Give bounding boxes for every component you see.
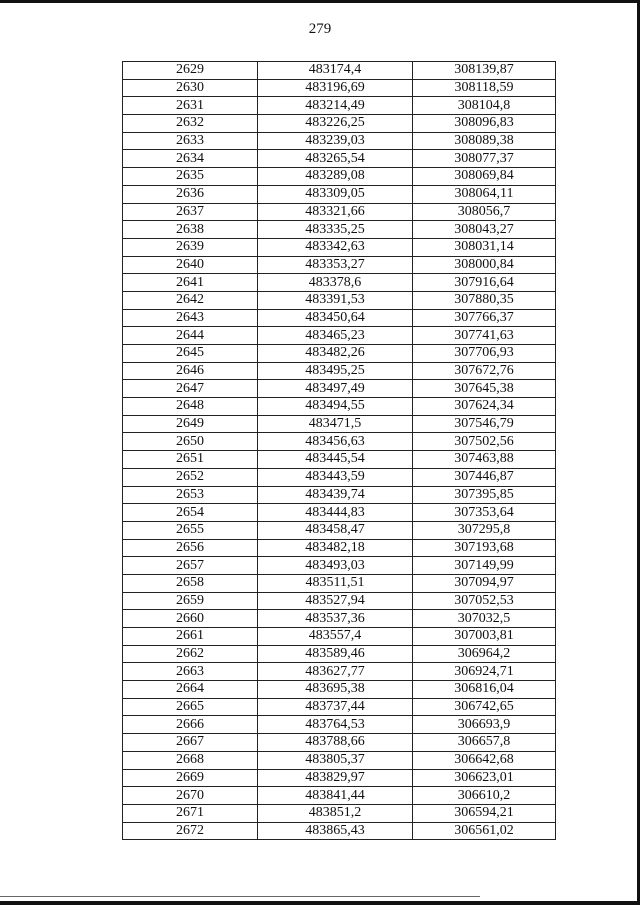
- table-row: [123, 433, 556, 451]
- x-coordinate-cell: 483471,5: [258, 415, 413, 433]
- point-number-cell: 2649: [123, 415, 258, 433]
- table-row: [123, 610, 556, 628]
- point-number-cell: 2644: [123, 327, 258, 345]
- y-coordinate-cell: 307880,35: [413, 291, 556, 309]
- point-number-cell: 2651: [123, 451, 258, 469]
- table-row: [123, 681, 556, 699]
- y-coordinate-cell: 307502,56: [413, 433, 556, 451]
- table-row: [123, 734, 556, 752]
- table-row: [123, 698, 556, 716]
- y-coordinate-cell: 307624,34: [413, 398, 556, 416]
- point-number-cell: 2656: [123, 539, 258, 557]
- table-row: [123, 79, 556, 97]
- y-coordinate-cell: 307916,64: [413, 274, 556, 292]
- table-row: [123, 221, 556, 239]
- x-coordinate-cell: 483764,53: [258, 716, 413, 734]
- x-coordinate-cell: 483865,43: [258, 822, 413, 840]
- table-row: [123, 468, 556, 486]
- y-coordinate-cell: 307446,87: [413, 468, 556, 486]
- x-coordinate-cell: 483444,83: [258, 504, 413, 522]
- x-coordinate-cell: 483482,26: [258, 345, 413, 363]
- point-number-cell: 2665: [123, 698, 258, 716]
- point-number-cell: 2636: [123, 185, 258, 203]
- point-number-cell: 2670: [123, 787, 258, 805]
- table-row: [123, 238, 556, 256]
- point-number-cell: 2668: [123, 751, 258, 769]
- x-coordinate-cell: 483493,03: [258, 557, 413, 575]
- x-coordinate-cell: 483226,25: [258, 115, 413, 133]
- x-coordinate-cell: 483309,05: [258, 185, 413, 203]
- point-number-cell: 2637: [123, 203, 258, 221]
- scan-top-edge: [0, 0, 640, 3]
- x-coordinate-cell: 483788,66: [258, 734, 413, 752]
- y-coordinate-cell: 307094,97: [413, 574, 556, 592]
- y-coordinate-cell: 307149,99: [413, 557, 556, 575]
- table-row: [123, 521, 556, 539]
- y-coordinate-cell: 306964,2: [413, 645, 556, 663]
- point-number-cell: 2666: [123, 716, 258, 734]
- x-coordinate-cell: 483695,38: [258, 681, 413, 699]
- table-row: [123, 362, 556, 380]
- y-coordinate-cell: 307193,68: [413, 539, 556, 557]
- point-number-cell: 2631: [123, 97, 258, 115]
- y-coordinate-cell: 307052,53: [413, 592, 556, 610]
- point-number-cell: 2664: [123, 681, 258, 699]
- y-coordinate-cell: 306623,01: [413, 769, 556, 787]
- x-coordinate-cell: 483482,18: [258, 539, 413, 557]
- table-row: [123, 751, 556, 769]
- y-coordinate-cell: 306610,2: [413, 787, 556, 805]
- y-coordinate-cell: 308064,11: [413, 185, 556, 203]
- point-number-cell: 2645: [123, 345, 258, 363]
- table-row: [123, 716, 556, 734]
- x-coordinate-cell: 483851,2: [258, 804, 413, 822]
- point-number-cell: 2638: [123, 221, 258, 239]
- table-row: [123, 645, 556, 663]
- x-coordinate-cell: 483391,53: [258, 291, 413, 309]
- y-coordinate-cell: 308118,59: [413, 79, 556, 97]
- table-row: [123, 62, 556, 80]
- table-row: [123, 327, 556, 345]
- y-coordinate-cell: 306816,04: [413, 681, 556, 699]
- y-coordinate-cell: 308139,87: [413, 62, 556, 80]
- x-coordinate-cell: 483805,37: [258, 751, 413, 769]
- page-number: 279: [308, 21, 332, 37]
- point-number-cell: 2639: [123, 238, 258, 256]
- x-coordinate-cell: 483511,51: [258, 574, 413, 592]
- y-coordinate-cell: 308069,84: [413, 168, 556, 186]
- point-number-cell: 2633: [123, 132, 258, 150]
- x-coordinate-cell: 483321,66: [258, 203, 413, 221]
- point-number-cell: 2662: [123, 645, 258, 663]
- y-coordinate-cell: 306642,68: [413, 751, 556, 769]
- x-coordinate-cell: 483537,36: [258, 610, 413, 628]
- x-coordinate-cell: 483174,4: [258, 62, 413, 80]
- x-coordinate-cell: 483335,25: [258, 221, 413, 239]
- table-row: [123, 663, 556, 681]
- y-coordinate-cell: 306594,21: [413, 804, 556, 822]
- x-coordinate-cell: 483443,59: [258, 468, 413, 486]
- coordinates-table: [122, 61, 556, 840]
- point-number-cell: 2667: [123, 734, 258, 752]
- point-number-cell: 2652: [123, 468, 258, 486]
- table-row: [123, 168, 556, 186]
- y-coordinate-cell: 307741,63: [413, 327, 556, 345]
- point-number-cell: 2650: [123, 433, 258, 451]
- point-number-cell: 2672: [123, 822, 258, 840]
- x-coordinate-cell: 483439,74: [258, 486, 413, 504]
- coordinates-table-body: [123, 62, 556, 840]
- table-row: [123, 451, 556, 469]
- x-coordinate-cell: 483265,54: [258, 150, 413, 168]
- x-coordinate-cell: 483342,63: [258, 238, 413, 256]
- point-number-cell: 2640: [123, 256, 258, 274]
- table-row: [123, 203, 556, 221]
- point-number-cell: 2646: [123, 362, 258, 380]
- table-row: [123, 592, 556, 610]
- table-row: [123, 150, 556, 168]
- y-coordinate-cell: 306657,8: [413, 734, 556, 752]
- y-coordinate-cell: 307395,85: [413, 486, 556, 504]
- y-coordinate-cell: 308104,8: [413, 97, 556, 115]
- y-coordinate-cell: 308096,83: [413, 115, 556, 133]
- x-coordinate-cell: 483196,69: [258, 79, 413, 97]
- y-coordinate-cell: 308043,27: [413, 221, 556, 239]
- y-coordinate-cell: 307032,5: [413, 610, 556, 628]
- x-coordinate-cell: 483495,25: [258, 362, 413, 380]
- scan-bottom-line: [0, 896, 480, 897]
- point-number-cell: 2655: [123, 521, 258, 539]
- x-coordinate-cell: 483289,08: [258, 168, 413, 186]
- table-row: [123, 97, 556, 115]
- y-coordinate-cell: 307766,37: [413, 309, 556, 327]
- y-coordinate-cell: 307546,79: [413, 415, 556, 433]
- point-number-cell: 2663: [123, 663, 258, 681]
- table-row: [123, 574, 556, 592]
- table-row: [123, 769, 556, 787]
- y-coordinate-cell: 307645,38: [413, 380, 556, 398]
- y-coordinate-cell: 307353,64: [413, 504, 556, 522]
- y-coordinate-cell: 307672,76: [413, 362, 556, 380]
- x-coordinate-cell: 483497,49: [258, 380, 413, 398]
- table-row: [123, 398, 556, 416]
- x-coordinate-cell: 483627,77: [258, 663, 413, 681]
- point-number-cell: 2643: [123, 309, 258, 327]
- point-number-cell: 2657: [123, 557, 258, 575]
- point-number-cell: 2669: [123, 769, 258, 787]
- point-number-cell: 2632: [123, 115, 258, 133]
- table-row: [123, 628, 556, 646]
- point-number-cell: 2654: [123, 504, 258, 522]
- table-row: [123, 787, 556, 805]
- table-row: [123, 115, 556, 133]
- x-coordinate-cell: 483450,64: [258, 309, 413, 327]
- table-row: [123, 380, 556, 398]
- x-coordinate-cell: 483557,4: [258, 628, 413, 646]
- point-number-cell: 2629: [123, 62, 258, 80]
- y-coordinate-cell: 307706,93: [413, 345, 556, 363]
- table-row: [123, 504, 556, 522]
- y-coordinate-cell: 307295,8: [413, 521, 556, 539]
- point-number-cell: 2659: [123, 592, 258, 610]
- table-row: [123, 274, 556, 292]
- point-number-cell: 2660: [123, 610, 258, 628]
- table-row: [123, 309, 556, 327]
- x-coordinate-cell: 483494,55: [258, 398, 413, 416]
- y-coordinate-cell: 308000,84: [413, 256, 556, 274]
- x-coordinate-cell: 483465,23: [258, 327, 413, 345]
- x-coordinate-cell: 483239,03: [258, 132, 413, 150]
- point-number-cell: 2635: [123, 168, 258, 186]
- y-coordinate-cell: 308031,14: [413, 238, 556, 256]
- table-row: [123, 486, 556, 504]
- table-row: [123, 185, 556, 203]
- x-coordinate-cell: 483527,94: [258, 592, 413, 610]
- y-coordinate-cell: 308077,37: [413, 150, 556, 168]
- point-number-cell: 2658: [123, 574, 258, 592]
- x-coordinate-cell: 483214,49: [258, 97, 413, 115]
- x-coordinate-cell: 483456,63: [258, 433, 413, 451]
- y-coordinate-cell: 308056,7: [413, 203, 556, 221]
- table-row: [123, 804, 556, 822]
- table-row: [123, 291, 556, 309]
- point-number-cell: 2653: [123, 486, 258, 504]
- point-number-cell: 2671: [123, 804, 258, 822]
- y-coordinate-cell: 306693,9: [413, 716, 556, 734]
- point-number-cell: 2641: [123, 274, 258, 292]
- x-coordinate-cell: 483737,44: [258, 698, 413, 716]
- point-number-cell: 2630: [123, 79, 258, 97]
- x-coordinate-cell: 483841,44: [258, 787, 413, 805]
- point-number-cell: 2648: [123, 398, 258, 416]
- point-number-cell: 2642: [123, 291, 258, 309]
- point-number-cell: 2647: [123, 380, 258, 398]
- x-coordinate-cell: 483378,6: [258, 274, 413, 292]
- table-row: [123, 822, 556, 840]
- table-row: [123, 132, 556, 150]
- table-row: [123, 345, 556, 363]
- point-number-cell: 2661: [123, 628, 258, 646]
- y-coordinate-cell: 307003,81: [413, 628, 556, 646]
- y-coordinate-cell: 306742,65: [413, 698, 556, 716]
- table-row: [123, 539, 556, 557]
- x-coordinate-cell: 483353,27: [258, 256, 413, 274]
- x-coordinate-cell: 483458,47: [258, 521, 413, 539]
- x-coordinate-cell: 483589,46: [258, 645, 413, 663]
- table-row: [123, 256, 556, 274]
- point-number-cell: 2634: [123, 150, 258, 168]
- x-coordinate-cell: 483829,97: [258, 769, 413, 787]
- table-row: [123, 415, 556, 433]
- x-coordinate-cell: 483445,54: [258, 451, 413, 469]
- y-coordinate-cell: 306561,02: [413, 822, 556, 840]
- table-row: [123, 557, 556, 575]
- y-coordinate-cell: 306924,71: [413, 663, 556, 681]
- scan-bottom-edge: [0, 901, 640, 905]
- y-coordinate-cell: 308089,38: [413, 132, 556, 150]
- y-coordinate-cell: 307463,88: [413, 451, 556, 469]
